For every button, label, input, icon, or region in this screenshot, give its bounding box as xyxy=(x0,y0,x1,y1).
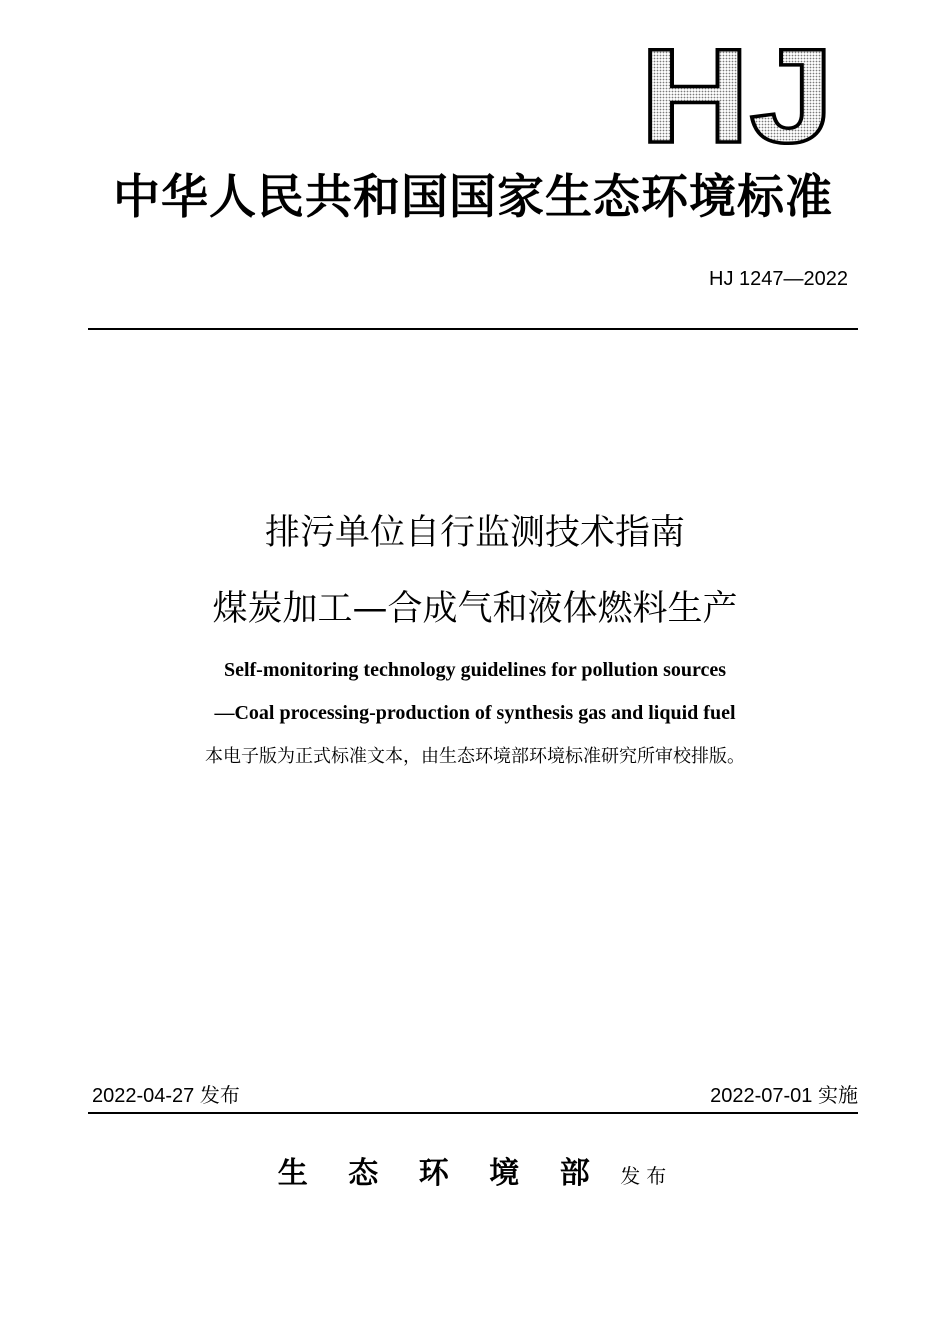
effective-date: 2022-07-01 实施 xyxy=(710,1085,858,1107)
title-en-line2: —Coal processing-production of synthesis gas and liquid fuel xyxy=(214,702,736,724)
hj-logo xyxy=(638,42,838,152)
title-cn-line1: 排污单位自行监测技术指南 xyxy=(264,513,685,553)
issuer-line xyxy=(0,1154,950,1196)
issue-date: 2022-04-27 发布 xyxy=(92,1085,240,1107)
header-divider xyxy=(88,328,858,330)
issuer-ministry: 生态环境部 xyxy=(277,1156,631,1191)
footer-divider xyxy=(88,1112,858,1114)
edition-note: 本电子版为正式标准文本，由生态环境部环境标准研究所审校排版。 xyxy=(205,746,745,767)
svg-text:HJ: HJ xyxy=(640,42,834,152)
issuer-action: 发布 xyxy=(620,1164,673,1188)
standard-number: HJ 1247—2022 xyxy=(709,268,848,290)
title-en-line1: Self-monitoring technology guidelines for pollution sources xyxy=(223,659,727,681)
title-cn-line2: 煤炭加工—合成气和液体燃料生产 xyxy=(212,589,738,629)
agency-title: 中华人民共和国国家生态环境标准 xyxy=(113,170,833,225)
